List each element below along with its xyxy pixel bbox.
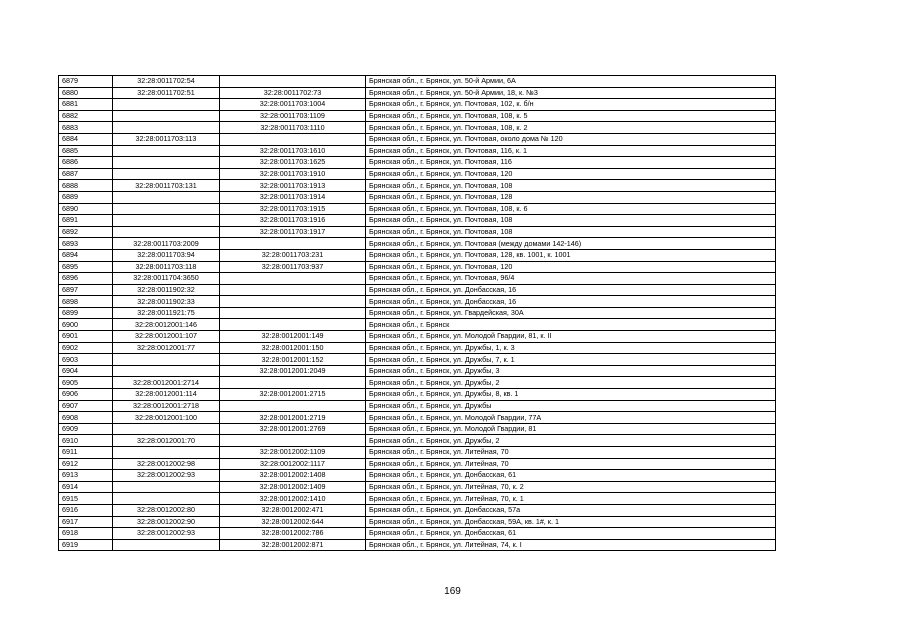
row-number-cell: 6899 xyxy=(59,307,113,319)
table-row xyxy=(59,400,776,412)
cadastral-number-object-cell: 32:28:0012002:1117 xyxy=(220,458,366,470)
row-number-cell: 6904 xyxy=(59,365,113,377)
row-number-cell: 6907 xyxy=(59,400,113,412)
cadastral-number-object-cell xyxy=(220,296,366,308)
row-number-cell: 6882 xyxy=(59,110,113,122)
cadastral-number-parcel-cell xyxy=(113,110,220,122)
cadastral-number-object-cell: 32:28:0012002:1409 xyxy=(220,481,366,493)
table-row xyxy=(59,284,776,296)
table-row xyxy=(59,110,776,122)
row-number-cell: 6884 xyxy=(59,133,113,145)
row-number-cell: 6916 xyxy=(59,504,113,516)
cadastral-number-object-cell: 32:28:0011703:937 xyxy=(220,261,366,273)
table-row xyxy=(59,238,776,250)
address-cell: Брянская обл., г. Брянск, ул. Литейная, 70, к. 1 xyxy=(366,493,776,505)
address-cell: Брянская обл., г. Брянск, ул. Почтовая, около дома № 120 xyxy=(366,133,776,145)
row-number-cell: 6900 xyxy=(59,319,113,331)
cadastral-number-object-cell: 32:28:0012002:1410 xyxy=(220,493,366,505)
cadastral-number-object-cell: 32:28:0011703:1004 xyxy=(220,99,366,111)
cadastral-number-object-cell: 32:28:0011703:1915 xyxy=(220,203,366,215)
cadastral-number-parcel-cell: 32:28:0012001:114 xyxy=(113,389,220,401)
table-row xyxy=(59,122,776,134)
row-number-cell: 6913 xyxy=(59,470,113,482)
row-number-cell: 6897 xyxy=(59,284,113,296)
cadastral-number-parcel-cell: 32:28:0011703:2009 xyxy=(113,238,220,250)
table-row xyxy=(59,157,776,169)
row-number-cell: 6881 xyxy=(59,99,113,111)
cadastral-number-parcel-cell xyxy=(113,447,220,459)
address-cell: Брянская обл., г. Брянск, ул. Почтовая, 108 xyxy=(366,180,776,192)
cadastral-number-object-cell: 32:28:0012001:150 xyxy=(220,342,366,354)
cadastral-number-parcel-cell xyxy=(113,157,220,169)
cadastral-number-parcel-cell xyxy=(113,191,220,203)
table-row xyxy=(59,504,776,516)
row-number-cell: 6908 xyxy=(59,412,113,424)
table-row xyxy=(59,307,776,319)
table-row xyxy=(59,493,776,505)
cadastral-number-object-cell: 32:28:0011703:1625 xyxy=(220,157,366,169)
row-number-cell: 6909 xyxy=(59,423,113,435)
cadastral-number-parcel-cell: 32:28:0012001:2718 xyxy=(113,400,220,412)
row-number-cell: 6886 xyxy=(59,157,113,169)
address-cell: Брянская обл., г. Брянск, ул. Почтовая, 108, к. 2 xyxy=(366,122,776,134)
row-number-cell: 6905 xyxy=(59,377,113,389)
cadastral-number-parcel-cell xyxy=(113,99,220,111)
cadastral-number-object-cell: 32:28:0011703:1109 xyxy=(220,110,366,122)
table-row xyxy=(59,354,776,366)
address-cell: Брянская обл., г. Брянск, ул. Литейная, 70, к. 2 xyxy=(366,481,776,493)
table-row xyxy=(59,145,776,157)
address-cell: Брянская обл., г. Брянск, ул. Дружбы xyxy=(366,400,776,412)
table-row xyxy=(59,296,776,308)
address-cell: Брянская обл., г. Брянск, ул. Донбасская, 59А, кв. 1#, к. 1 xyxy=(366,516,776,528)
address-cell: Брянская обл., г. Брянск, ул. Почтовая, 108, к. 6 xyxy=(366,203,776,215)
cadastral-number-object-cell xyxy=(220,238,366,250)
cadastral-number-parcel-cell: 32:28:0012001:146 xyxy=(113,319,220,331)
row-number-cell: 6889 xyxy=(59,191,113,203)
table-row xyxy=(59,180,776,192)
cadastral-number-object-cell: 32:28:0011703:1913 xyxy=(220,180,366,192)
row-number-cell: 6887 xyxy=(59,168,113,180)
table-row xyxy=(59,447,776,459)
address-cell: Брянская обл., г. Брянск, ул. Молодой Гвардии, 81 xyxy=(366,423,776,435)
cadastral-number-parcel-cell: 32:28:0012001:100 xyxy=(113,412,220,424)
cadastral-number-parcel-cell: 32:28:0012002:93 xyxy=(113,470,220,482)
row-number-cell: 6888 xyxy=(59,180,113,192)
row-number-cell: 6911 xyxy=(59,447,113,459)
address-cell: Брянская обл., г. Брянск, ул. Дружбы, 1, к. 3 xyxy=(366,342,776,354)
records-table-body xyxy=(59,76,776,551)
address-cell: Брянская обл., г. Брянск, ул. Почтовая, 108 xyxy=(366,226,776,238)
address-cell: Брянская обл., г. Брянск, ул. Молодой Гвардии, 81, к. II xyxy=(366,331,776,343)
cadastral-number-object-cell: 32:28:0012002:471 xyxy=(220,504,366,516)
row-number-cell: 6917 xyxy=(59,516,113,528)
cadastral-number-object-cell: 32:28:0012002:786 xyxy=(220,528,366,540)
cadastral-number-parcel-cell: 32:28:0012001:77 xyxy=(113,342,220,354)
table-row xyxy=(59,342,776,354)
cadastral-number-object-cell xyxy=(220,133,366,145)
address-cell: Брянская обл., г. Брянск, ул. Молодой Гвардии, 77А xyxy=(366,412,776,424)
row-number-cell: 6896 xyxy=(59,273,113,285)
table-row xyxy=(59,412,776,424)
address-cell: Брянская обл., г. Брянск, ул. Дружбы, 8, кв. 1 xyxy=(366,389,776,401)
cadastral-number-object-cell xyxy=(220,307,366,319)
cadastral-number-parcel-cell xyxy=(113,215,220,227)
cadastral-number-parcel-cell xyxy=(113,226,220,238)
cadastral-number-parcel-cell: 32:28:0012002:80 xyxy=(113,504,220,516)
row-number-cell: 6919 xyxy=(59,539,113,551)
cadastral-number-object-cell xyxy=(220,400,366,412)
table-row xyxy=(59,528,776,540)
row-number-cell: 6901 xyxy=(59,331,113,343)
address-cell: Брянская обл., г. Брянск, ул. Почтовая, 102, к. б/н xyxy=(366,99,776,111)
cadastral-number-object-cell: 32:28:0011703:231 xyxy=(220,249,366,261)
table-row xyxy=(59,365,776,377)
cadastral-number-parcel-cell: 32:28:0012002:90 xyxy=(113,516,220,528)
address-cell: Брянская обл., г. Брянск, ул. Почтовая, 108 xyxy=(366,215,776,227)
address-cell: Брянская обл., г. Брянск, ул. Гвардейская, 30А xyxy=(366,307,776,319)
table-row xyxy=(59,516,776,528)
address-cell: Брянская обл., г. Брянск, ул. Почтовая, 108, к. 5 xyxy=(366,110,776,122)
address-cell: Брянская обл., г. Брянск, ул. 50-й Армии, 18, к. №3 xyxy=(366,87,776,99)
cadastral-number-parcel-cell xyxy=(113,493,220,505)
address-cell: Брянская обл., г. Брянск, ул. Дружбы, 3 xyxy=(366,365,776,377)
table-row xyxy=(59,168,776,180)
cadastral-number-object-cell xyxy=(220,284,366,296)
address-cell: Брянская обл., г. Брянск, ул. Почтовая, 120 xyxy=(366,168,776,180)
cadastral-number-parcel-cell: 32:28:0011703:131 xyxy=(113,180,220,192)
cadastral-number-parcel-cell xyxy=(113,423,220,435)
address-cell: Брянская обл., г. Брянск, ул. Почтовая, 116, к. 1 xyxy=(366,145,776,157)
address-cell: Брянская обл., г. Брянск, ул. Донбасская, 61 xyxy=(366,470,776,482)
cadastral-number-object-cell: 32:28:0011702:73 xyxy=(220,87,366,99)
address-cell: Брянская обл., г. Брянск, ул. Дружбы, 2 xyxy=(366,435,776,447)
cadastral-number-object-cell xyxy=(220,76,366,88)
table-row xyxy=(59,87,776,99)
cadastral-number-parcel-cell: 32:28:0012001:70 xyxy=(113,435,220,447)
cadastral-number-parcel-cell xyxy=(113,168,220,180)
address-cell: Брянская обл., г. Брянск, ул. Почтовая, 96/4 xyxy=(366,273,776,285)
cadastral-number-parcel-cell xyxy=(113,481,220,493)
cadastral-number-object-cell: 32:28:0012002:644 xyxy=(220,516,366,528)
table-row xyxy=(59,331,776,343)
table-row xyxy=(59,76,776,88)
address-cell: Брянская обл., г. Брянск, ул. Почтовая, 128, кв. 1001, к. 1001 xyxy=(366,249,776,261)
cadastral-number-object-cell: 32:28:0011703:1914 xyxy=(220,191,366,203)
cadastral-number-parcel-cell: 32:28:0012001:2714 xyxy=(113,377,220,389)
table-row xyxy=(59,389,776,401)
row-number-cell: 6910 xyxy=(59,435,113,447)
table-row xyxy=(59,481,776,493)
row-number-cell: 6892 xyxy=(59,226,113,238)
address-cell: Брянская обл., г. Брянск, ул. Литейная, 70 xyxy=(366,458,776,470)
row-number-cell: 6894 xyxy=(59,249,113,261)
table-row xyxy=(59,470,776,482)
cadastral-number-object-cell: 32:28:0012001:2769 xyxy=(220,423,366,435)
cadastral-number-parcel-cell xyxy=(113,539,220,551)
cadastral-number-object-cell: 32:28:0012001:149 xyxy=(220,331,366,343)
address-cell: Брянская обл., г. Брянск, ул. Донбасская, 16 xyxy=(366,296,776,308)
cadastral-number-object-cell xyxy=(220,377,366,389)
cadastral-number-object-cell: 32:28:0011703:1916 xyxy=(220,215,366,227)
cadastral-number-object-cell: 32:28:0012002:1408 xyxy=(220,470,366,482)
row-number-cell: 6891 xyxy=(59,215,113,227)
cadastral-number-parcel-cell: 32:28:0012002:93 xyxy=(113,528,220,540)
cadastral-number-object-cell xyxy=(220,319,366,331)
address-cell: Брянская обл., г. Брянск, ул. Почтовая, 116 xyxy=(366,157,776,169)
row-number-cell: 6914 xyxy=(59,481,113,493)
table-row xyxy=(59,226,776,238)
address-cell: Брянская обл., г. Брянск, ул. Дружбы, 2 xyxy=(366,377,776,389)
row-number-cell: 6880 xyxy=(59,87,113,99)
table-row xyxy=(59,249,776,261)
row-number-cell: 6906 xyxy=(59,389,113,401)
row-number-cell: 6879 xyxy=(59,76,113,88)
table-row xyxy=(59,435,776,447)
cadastral-number-object-cell: 32:28:0012002:1109 xyxy=(220,447,366,459)
address-cell: Брянская обл., г. Брянск, ул. Почтовая (между домами 142-146) xyxy=(366,238,776,250)
cadastral-number-object-cell: 32:28:0011703:1610 xyxy=(220,145,366,157)
row-number-cell: 6903 xyxy=(59,354,113,366)
table-row xyxy=(59,133,776,145)
address-cell: Брянская обл., г. Брянск, ул. Почтовая, 128 xyxy=(366,191,776,203)
cadastral-number-object-cell: 32:28:0011703:1917 xyxy=(220,226,366,238)
row-number-cell: 6885 xyxy=(59,145,113,157)
address-cell: Брянская обл., г. Брянск, ул. Литейная, 74, к. I xyxy=(366,539,776,551)
cadastral-number-object-cell xyxy=(220,435,366,447)
cadastral-number-parcel-cell: 32:28:0011704:3650 xyxy=(113,273,220,285)
address-cell: Брянская обл., г. Брянск, ул. Литейная, 70 xyxy=(366,447,776,459)
cadastral-number-parcel-cell: 32:28:0011703:94 xyxy=(113,249,220,261)
cadastral-number-parcel-cell: 32:28:0012002:98 xyxy=(113,458,220,470)
cadastral-number-parcel-cell: 32:28:0011703:113 xyxy=(113,133,220,145)
cadastral-number-object-cell: 32:28:0012001:2715 xyxy=(220,389,366,401)
row-number-cell: 6918 xyxy=(59,528,113,540)
cadastral-number-object-cell xyxy=(220,273,366,285)
table-row xyxy=(59,539,776,551)
table-row xyxy=(59,215,776,227)
table-row xyxy=(59,319,776,331)
cadastral-number-object-cell: 32:28:0012001:2719 xyxy=(220,412,366,424)
cadastral-number-parcel-cell: 32:28:0011703:118 xyxy=(113,261,220,273)
row-number-cell: 6893 xyxy=(59,238,113,250)
cadastral-number-parcel-cell: 32:28:0011902:33 xyxy=(113,296,220,308)
cadastral-number-object-cell: 32:28:0012002:871 xyxy=(220,539,366,551)
row-number-cell: 6915 xyxy=(59,493,113,505)
cadastral-number-parcel-cell xyxy=(113,354,220,366)
row-number-cell: 6890 xyxy=(59,203,113,215)
table-row xyxy=(59,377,776,389)
table-row xyxy=(59,261,776,273)
cadastral-number-parcel-cell xyxy=(113,203,220,215)
cadastral-number-parcel-cell xyxy=(113,365,220,377)
cadastral-number-object-cell: 32:28:0012001:2049 xyxy=(220,365,366,377)
table-row xyxy=(59,273,776,285)
records-table xyxy=(58,75,776,551)
table-row xyxy=(59,99,776,111)
cadastral-number-object-cell: 32:28:0012001:152 xyxy=(220,354,366,366)
cadastral-number-object-cell: 32:28:0011703:1910 xyxy=(220,168,366,180)
cadastral-number-parcel-cell: 32:28:0011702:51 xyxy=(113,87,220,99)
page-number: 169 xyxy=(444,586,461,597)
table-row xyxy=(59,423,776,435)
cadastral-number-parcel-cell: 32:28:0012001:107 xyxy=(113,331,220,343)
table-row xyxy=(59,203,776,215)
cadastral-number-object-cell: 32:28:0011703:1110 xyxy=(220,122,366,134)
address-cell: Брянская обл., г. Брянск xyxy=(366,319,776,331)
cadastral-number-parcel-cell xyxy=(113,145,220,157)
cadastral-number-parcel-cell: 32:28:0011902:32 xyxy=(113,284,220,296)
table-row xyxy=(59,191,776,203)
row-number-cell: 6902 xyxy=(59,342,113,354)
cadastral-number-parcel-cell: 32:28:0011921:75 xyxy=(113,307,220,319)
row-number-cell: 6912 xyxy=(59,458,113,470)
address-cell: Брянская обл., г. Брянск, ул. Донбасская, 61 xyxy=(366,528,776,540)
row-number-cell: 6895 xyxy=(59,261,113,273)
cadastral-number-parcel-cell: 32:28:0011702:54 xyxy=(113,76,220,88)
table-row xyxy=(59,458,776,470)
address-cell: Брянская обл., г. Брянск, ул. Донбасская, 57а xyxy=(366,504,776,516)
address-cell: Брянская обл., г. Брянск, ул. 50-й Армии, 6А xyxy=(366,76,776,88)
row-number-cell: 6883 xyxy=(59,122,113,134)
row-number-cell: 6898 xyxy=(59,296,113,308)
address-cell: Брянская обл., г. Брянск, ул. Почтовая, 120 xyxy=(366,261,776,273)
address-cell: Брянская обл., г. Брянск, ул. Донбасская, 16 xyxy=(366,284,776,296)
address-cell: Брянская обл., г. Брянск, ул. Дружбы, 7, к. 1 xyxy=(366,354,776,366)
cadastral-number-parcel-cell xyxy=(113,122,220,134)
